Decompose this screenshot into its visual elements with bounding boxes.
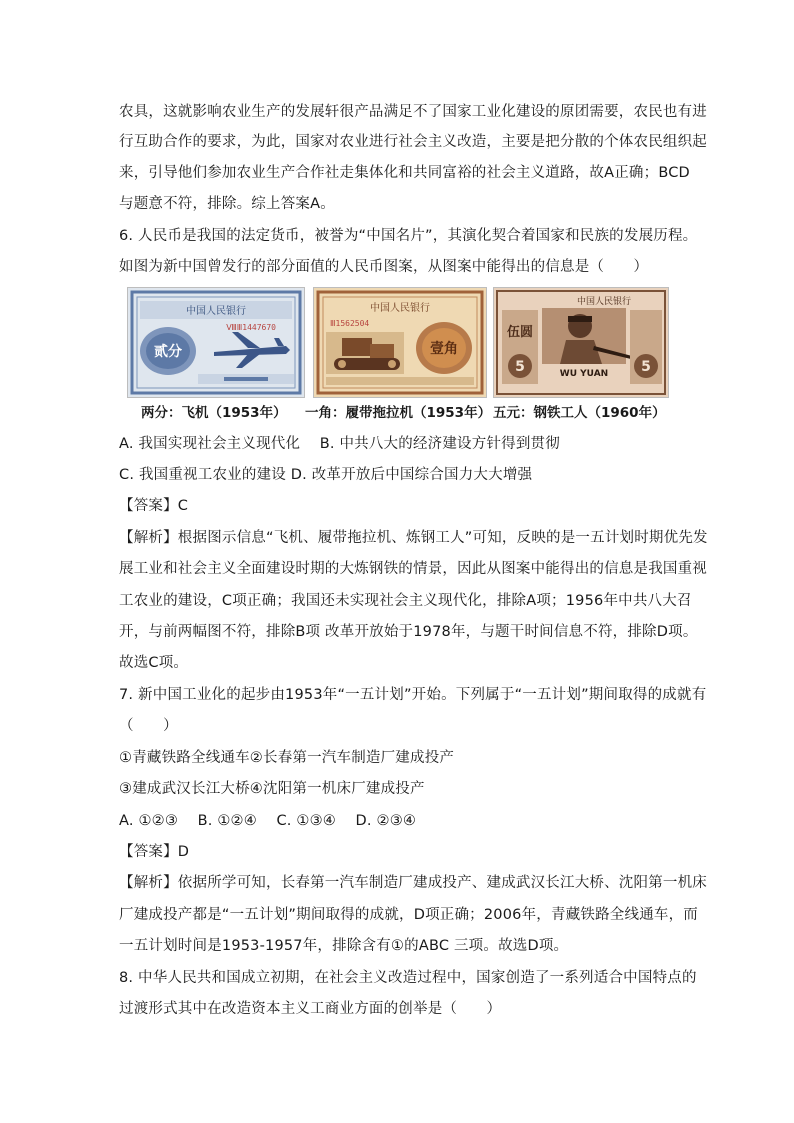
paragraph-line: 与题意不符，排除。综上答案A。	[119, 196, 335, 212]
q6-option-line: C. 我国重视工农业的建设 D. 改革开放后中国综合国力大大增强	[119, 467, 533, 483]
banknote-two-fen	[127, 287, 305, 398]
question-6-stem: 6. 人民币是我国的法定货币，被誉为“中国名片”，其演化契合着国家和民族的发展历程。	[119, 228, 698, 244]
serial-number: ⅧⅢ1447670	[226, 323, 276, 332]
paragraph-line: 行互助合作的要求，为此，国家对农业进行社会主义改造，主要是把分散的个体农民组织起	[119, 134, 707, 150]
q6-option-line: A. 我国实现社会主义现代化 B. 中共八大的经济建设方针得到贯彻	[119, 436, 560, 452]
q7-option-line: A. ①②③ B. ①②④ C. ①③④ D. ②③④	[119, 813, 417, 829]
numeral-five: 5	[641, 359, 651, 375]
q6-analysis-line: 工农业的建设，C项正确；我国还未实现社会主义现代化，排除A项；1956年中共八大召	[119, 593, 692, 609]
banknote-five-yuan	[493, 287, 669, 398]
caption-two-fen: 两分：飞机（1953年）	[141, 405, 287, 421]
tractor-icon	[326, 332, 404, 374]
q7-analysis-line: 【解析】依据所学可知，长春第一汽车制造厂建成投产、建成武汉长江大桥、沈阳第一机床	[119, 875, 707, 891]
q7-analysis-line: 一五计划时间是1953-1957年，排除含有①的ABC 三项。故选D项。	[119, 938, 569, 954]
paragraph-line: 农具，这就影响农业生产的发展轩很产品满足不了国家工业化建设的原团需要，农民也有进	[119, 104, 707, 120]
q6-analysis-line: 展工业和社会主义全面建设时期的大炼钢铁的情景，因此从图案中能得出的信息是我国重视	[119, 561, 707, 577]
banknote-figure	[0, 287, 794, 397]
steel-worker-icon	[542, 308, 632, 364]
question-7-stem: 7. 新中国工业化的起步由1953年“一五计划”开始。下列属于“一五计划”期间取得的成就有	[119, 687, 707, 703]
bank-name-text: 中国人民银行	[186, 306, 246, 317]
q6-analysis-line: 开，与前两幅图不符，排除B项 改革开放始于1978年，与题干时间信息不符，排除D项。	[119, 624, 698, 640]
denomination-text: 壹角	[430, 341, 458, 357]
q7-answer: 【答案】D	[119, 844, 190, 860]
figure-captions	[141, 401, 681, 421]
q7-item-line: ①青藏铁路全线通车②长春第一汽车制造厂建成投产	[119, 750, 455, 766]
numeral-five: 5	[515, 359, 525, 375]
paragraph-line: 来，引导他们参加农业生产合作社走集体化和共同富裕的社会主义道路，故A正确；BCD	[119, 165, 690, 181]
q6-analysis-line: 故选C项。	[119, 655, 189, 671]
denomination-text: 伍圆	[506, 325, 534, 340]
question-8-stem: 8. 中华人民共和国成立初期，在社会主义改造过程中，国家创造了一系列适合中国特点的	[119, 970, 697, 986]
question-6-stem: 如图为新中国曾发行的部分面值的人民币图案，从图案中能得出的信息是（ ）	[119, 259, 649, 275]
q7-item-line: ③建成武汉长江大桥④沈阳第一机床厂建成投产	[119, 781, 425, 797]
caption-five-yuan: 五元：钢铁工人（1960年）	[493, 405, 666, 421]
serial-number: Ⅲ1562504	[330, 319, 370, 328]
question-8-stem: 过渡形式其中在改造资本主义工商业方面的创举是（ ）	[119, 1001, 502, 1017]
banknote-one-jiao	[313, 287, 487, 398]
denomination-text: 贰分	[154, 344, 182, 360]
bank-name-text: 中国人民银行	[576, 297, 632, 307]
wu-yuan-text: WU YUAN	[559, 369, 609, 379]
q7-analysis-line: 厂建成投产都是“一五计划”期间取得的成就，D项正确；2006年，青藏铁路全线通车，而	[119, 907, 698, 923]
bank-name-text: 中国人民银行	[370, 303, 430, 314]
caption-one-jiao: 一角：履带拖拉机（1953年）	[305, 405, 492, 421]
q6-analysis-line: 【解析】根据图示信息“飞机、履带拖拉机、炼钢工人”可知，反映的是一五计划时期优先发	[119, 530, 708, 546]
question-7-stem: （ ）	[119, 718, 178, 734]
q6-answer: 【答案】C	[119, 498, 189, 514]
